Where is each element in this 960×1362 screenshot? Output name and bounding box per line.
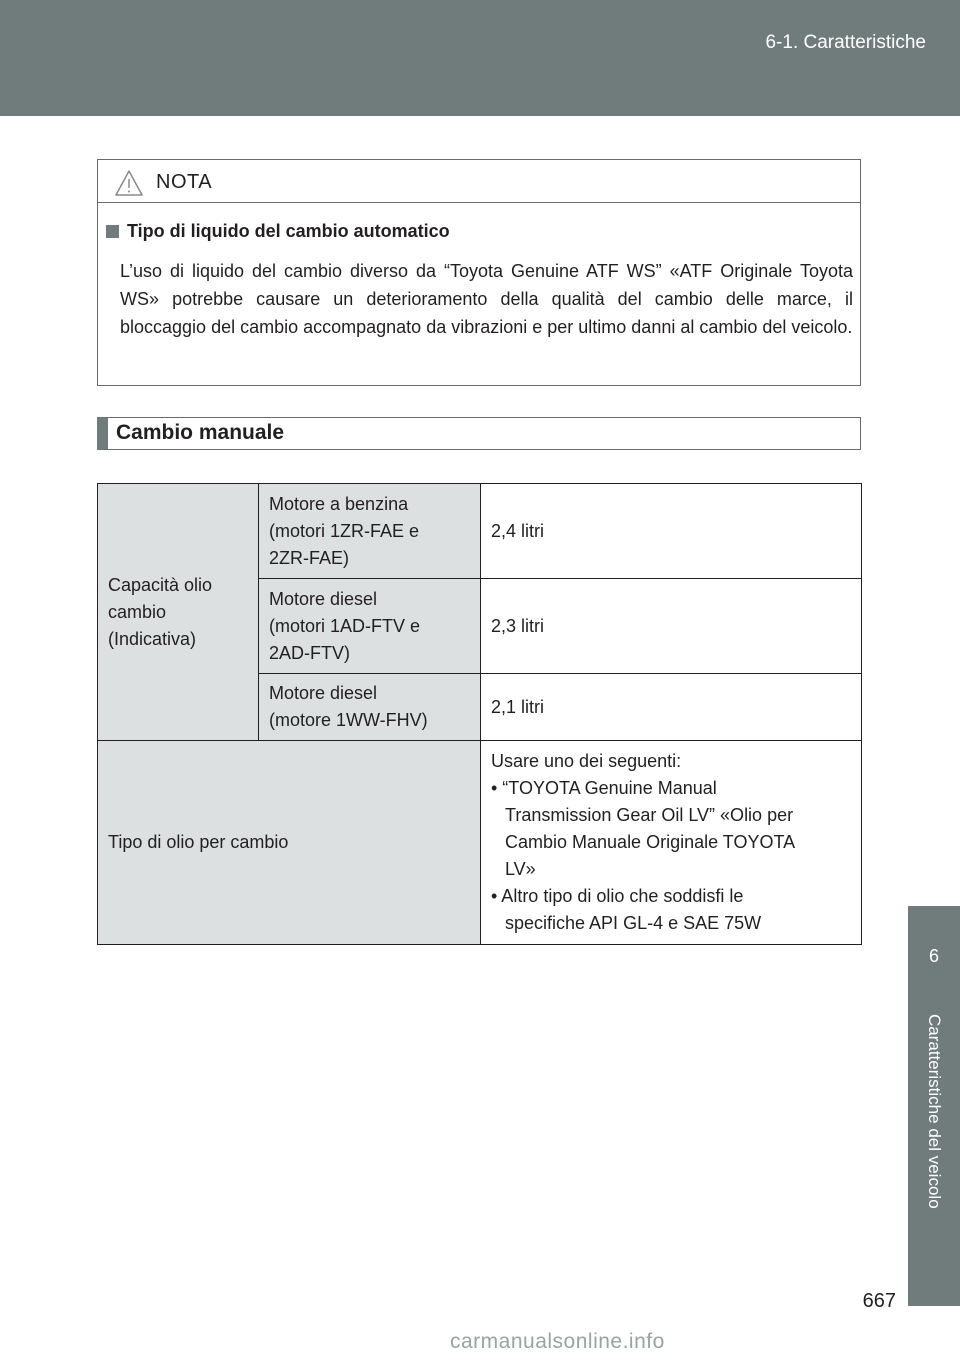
table-row [98, 484, 862, 579]
watermark-text: carmanualsonline.info [450, 1330, 665, 1353]
page-number: 667 [862, 1290, 896, 1312]
oil-type-item-line: specifiche API GL-4 e SAE 75W [505, 913, 762, 933]
oil-type-item-line: • “TOYOTA Genuine Manual [491, 778, 717, 798]
engine-cell [259, 579, 481, 674]
capacity-value-cell: 2,3 litri [481, 579, 862, 674]
table-row [98, 741, 862, 945]
warning-triangle-icon [114, 169, 144, 197]
square-bullet-icon [106, 225, 119, 238]
oil-type-label-cell: Tipo di olio per cambio [98, 741, 481, 945]
section-heading [97, 417, 861, 450]
capacity-value-cell: 2,1 litri [481, 674, 862, 741]
engine-line: Motore diesel [269, 683, 378, 703]
header-section-title: 6-1. Caratteristiche [765, 32, 926, 53]
engine-cell [259, 484, 481, 579]
engine-line: (motore 1WW-FHV) [269, 710, 428, 730]
oil-type-item-line: • Altro tipo di olio che soddisfi le [491, 886, 744, 906]
capacity-label-cell [98, 484, 259, 741]
chapter-label: Caratteristiche del veicolo [925, 1014, 944, 1209]
note-header [98, 160, 860, 203]
engine-cell [259, 674, 481, 741]
chapter-side-tab [908, 906, 960, 1306]
capacity-label-line: Capacità olio [108, 574, 213, 595]
note-subtitle [106, 221, 450, 242]
note-subtitle-text: Tipo di liquido del cambio automatico [127, 221, 450, 241]
engine-line: Motore a benzina [269, 493, 409, 514]
note-body: L’uso di liquido del cambio diverso da “Toyota Genuine ATF WS” «ATF Originale Toyota WS» potrebbe causare un deterioramento della qualità del cambio delle marce, il bloccaggio del cambio accompagnato da vibrazioni e per ultimo danni al cambio del veicolo. [120, 261, 853, 337]
engine-line: 2AD-FTV) [269, 642, 350, 663]
engine-line: (motori 1AD-FTV e [269, 615, 421, 636]
note-box [97, 159, 861, 386]
spec-table [97, 483, 862, 945]
oil-type-value-cell [481, 741, 862, 945]
header-bar [0, 0, 960, 116]
engine-line: 2ZR-FAE) [269, 547, 350, 568]
capacity-label-line: (Indicativa) [108, 628, 197, 649]
oil-type-item-line: Cambio Manuale Originale TOYOTA [505, 832, 796, 852]
section-title: Cambio manuale [116, 421, 285, 444]
capacity-value-cell: 2,4 litri [481, 484, 862, 579]
oil-type-intro: Usare uno dei seguenti: [491, 751, 682, 771]
engine-line: (motori 1ZR-FAE e [269, 520, 420, 541]
oil-type-item-line: Transmission Gear Oil LV” «Olio per [505, 805, 794, 825]
oil-type-item-line: LV» [505, 859, 536, 879]
engine-line: Motore diesel [269, 588, 378, 609]
chapter-number: 6 [928, 946, 939, 966]
capacity-label-line: cambio [108, 601, 167, 622]
note-title: NOTA [156, 171, 213, 193]
